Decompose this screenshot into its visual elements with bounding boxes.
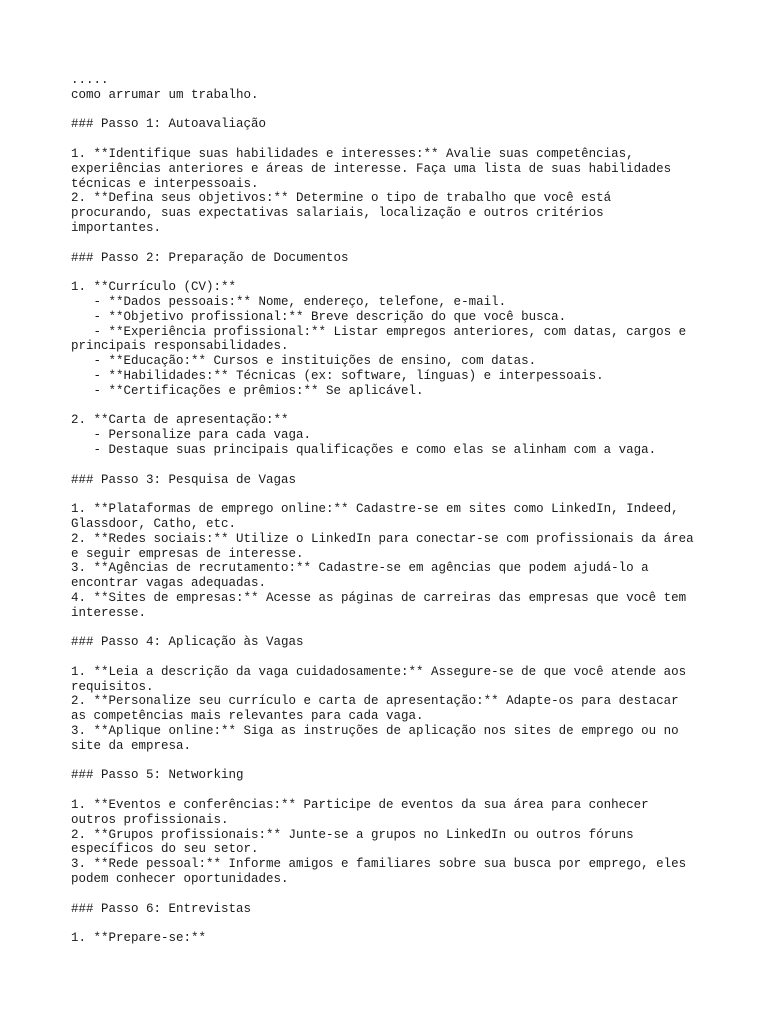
text-line: 2. **Personalize seu currículo e carta de apresentação:** Adapte-os para destacar [71,694,679,709]
document-page [71,73,751,946]
section-heading: ### Passo 5: Networking [71,768,244,783]
text-line: - Personalize para cada vaga. [71,428,312,443]
text-line [71,754,751,769]
text-line: outros profissionais. [71,812,229,827]
text-line: técnicas e interpessoais. [71,176,259,191]
text-line: 2. **Redes sociais:** Utilize o LinkedIn para conectar-se com profissionais da área [71,531,694,546]
text-line: - **Experiência profissional:** Listar empregos anteriores, com datas, cargos e [71,324,687,339]
text-line: 1. **Plataformas de emprego online:** Cadastre-se em sites como LinkedIn, Indeed, [71,502,679,517]
text-line [71,783,751,798]
text-line: requisitos. [71,679,154,694]
text-line: - Destaque suas principais qualificações e como elas se alinham com a vaga. [71,442,657,457]
text-line: 1. **Identifique suas habilidades e interesses:** Avalie suas competências, [71,146,634,161]
text-line: - **Educação:** Cursos e instituições de ensino, com datas. [71,354,537,369]
text-line: específicos do seu setor. [71,842,259,857]
text-line [71,458,751,473]
text-line [71,916,751,931]
section-heading: ### Passo 4: Aplicação às Vagas [71,635,304,650]
text-line: as competências mais relevantes para cada vaga. [71,709,424,724]
text-line: 2. **Grupos profissionais:** Junte-se a grupos no LinkedIn ou outros fóruns [71,827,634,842]
text-line: ..... [71,73,109,87]
text-line: experiências anteriores e áreas de interesse. Faça uma lista de suas habilidades [71,161,672,176]
text-line: podem conhecer oportunidades. [71,872,289,887]
text-line: - **Objetivo profissional:** Breve descrição do que você busca. [71,309,567,324]
text-line: importantes. [71,220,162,235]
text-line: - **Certificações e prêmios:** Se aplicável. [71,383,424,398]
text-line [71,103,751,118]
section-heading: ### Passo 2: Preparação de Documentos [71,250,349,265]
text-line: encontrar vagas adequadas. [71,576,267,591]
text-line: como arrumar um trabalho. [71,87,259,102]
text-line: e seguir empresas de interesse. [71,546,304,561]
text-line [71,487,751,502]
section-heading: ### Passo 6: Entrevistas [71,901,252,916]
text-line: 2. **Carta de apresentação:** [71,413,289,428]
text-line [71,132,751,147]
section-heading: ### Passo 1: Autoavaliação [71,117,267,132]
text-line: Glassdoor, Catho, etc. [71,516,237,531]
text-line [71,620,751,635]
text-line: - **Dados pessoais:** Nome, endereço, telefone, e-mail. [71,294,507,309]
text-line: 1. **Leia a descrição da vaga cuidadosamente:** Assegure-se de que você atende aos [71,664,687,679]
text-line: 1. **Prepare-se:** [71,931,207,946]
text-line: site da empresa. [71,738,192,753]
text-line [71,236,751,251]
text-line [71,887,751,902]
text-line: 3. **Rede pessoal:** Informe amigos e familiares sobre sua busca por emprego, eles [71,857,687,872]
text-line: 3. **Agências de recrutamento:** Cadastre-se em agências que podem ajudá-lo a [71,561,649,576]
text-line [71,265,751,280]
text-line: interesse. [71,605,147,620]
text-line: procurando, suas expectativas salariais, localização e outros critérios [71,206,604,221]
section-heading: ### Passo 3: Pesquisa de Vagas [71,472,297,487]
text-line: 4. **Sites de empresas:** Acesse as páginas de carreiras das empresas que você tem [71,590,687,605]
text-line: principais responsabilidades. [71,339,289,354]
text-line: - **Habilidades:** Técnicas (ex: software, línguas) e interpessoais. [71,368,604,383]
text-line: 1. **Currículo (CV):** [71,280,237,295]
text-line [71,399,751,414]
text-line: 2. **Defina seus objetivos:** Determine o tipo de trabalho que você está [71,191,612,206]
text-line [71,650,751,665]
text-line: 3. **Aplique online:** Siga as instruções de aplicação nos sites de emprego ou no [71,724,679,739]
text-line: 1. **Eventos e conferências:** Participe de eventos da sua área para conhecer [71,798,649,813]
